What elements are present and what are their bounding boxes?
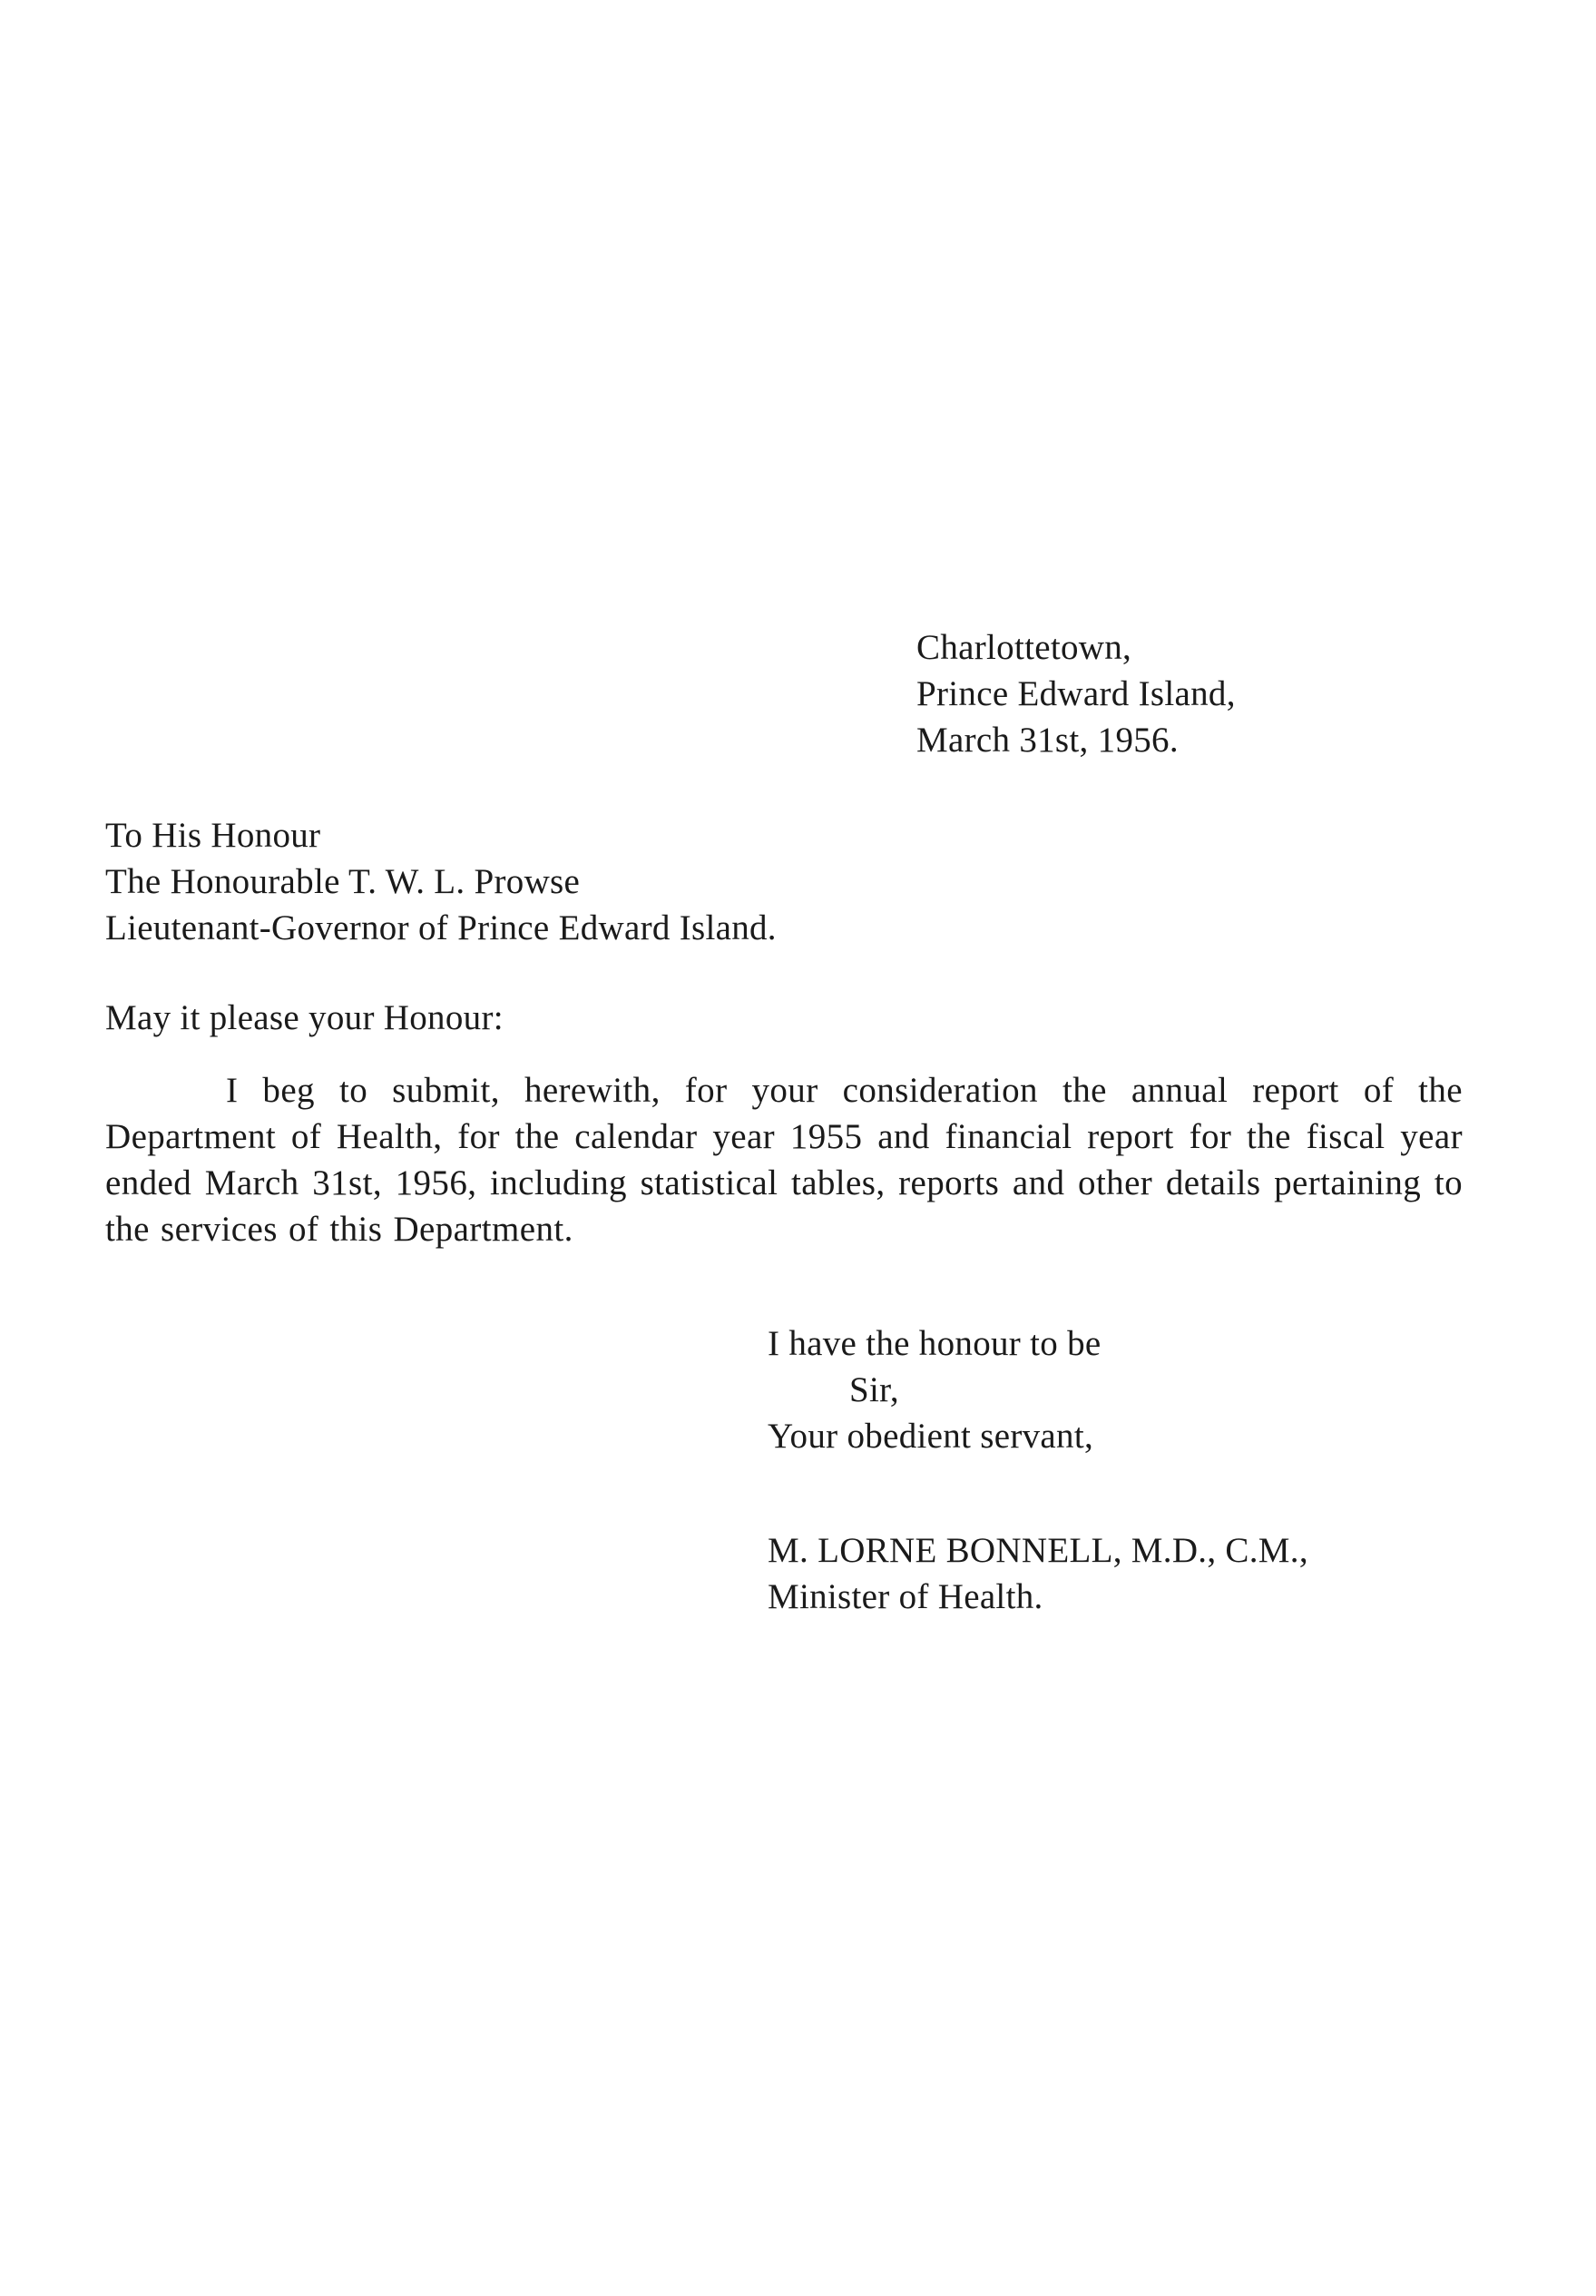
closing-line-3: Your obedient servant,: [768, 1417, 1094, 1456]
signature-block: [768, 1527, 1308, 1620]
closing-line-2: Sir,: [849, 1370, 899, 1409]
address-line-1: To His Honour: [105, 816, 321, 855]
signatory-title: Minister of Health.: [768, 1577, 1043, 1616]
salutation: [105, 995, 504, 1041]
dateline-province: Prince Edward Island,: [916, 674, 1236, 713]
dateline-city: Charlottetown,: [916, 628, 1132, 667]
closing-line-1: I have the honour to be: [768, 1324, 1102, 1363]
letter-body: I beg to submit, herewith, for your consideration the annual report of the Department of Health, for the calendar year 1955 and financial report for the fiscal year ended March 31st, 1956, including statistical tables, reports and other details pertaining to the services of this Department.: [105, 1071, 1463, 1249]
signatory-name: M. LORNE BONNELL, M.D., C.M.,: [768, 1531, 1308, 1570]
salutation-text: May it please your Honour:: [105, 998, 504, 1037]
dateline: [916, 624, 1236, 763]
dateline-date: March 31st, 1956.: [916, 721, 1179, 760]
recipient-address: [105, 812, 777, 951]
address-line-3: Lieutenant-Governor of Prince Edward Island.: [105, 908, 777, 947]
address-line-2: The Honourable T. W. L. Prowse: [105, 862, 581, 901]
closing: [768, 1320, 1102, 1459]
